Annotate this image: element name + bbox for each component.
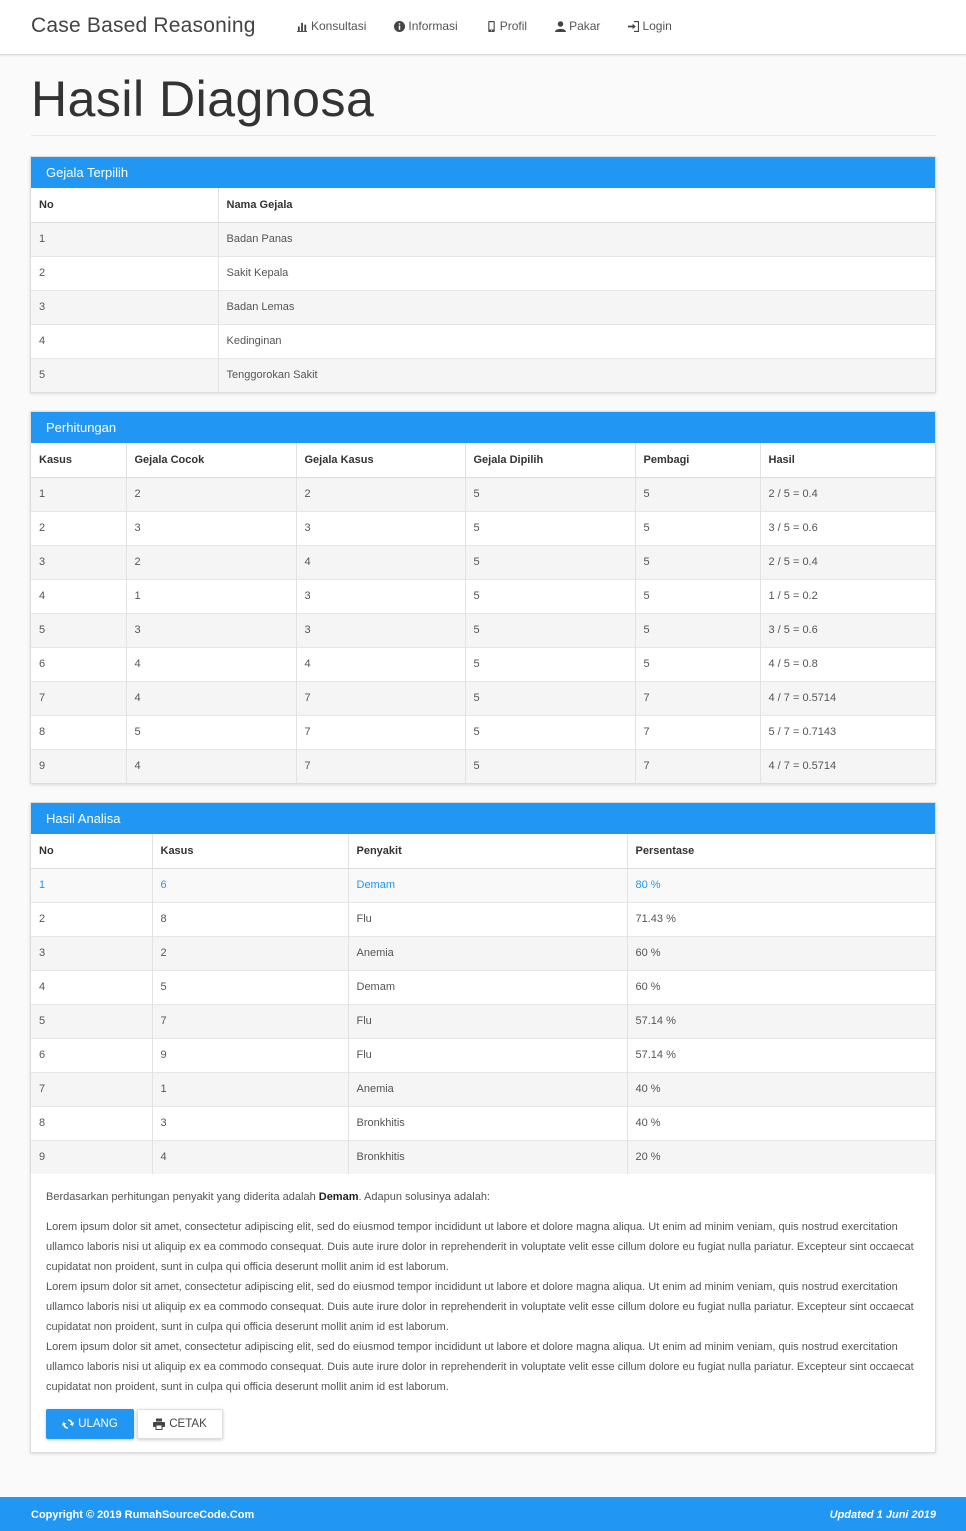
table-cell: Bronkhitis bbox=[348, 1106, 627, 1140]
table-cell: 5 bbox=[635, 545, 760, 579]
table-cell: 3 bbox=[296, 579, 465, 613]
table-row bbox=[31, 222, 935, 256]
selected-symptoms-panel bbox=[30, 156, 936, 393]
table-cell: 7 bbox=[296, 749, 465, 783]
table-cell: 6 bbox=[31, 647, 126, 681]
table-cell: 4 / 7 = 0.5714 bbox=[760, 681, 935, 715]
table-cell: 2 bbox=[126, 545, 296, 579]
table-cell: 2 bbox=[126, 477, 296, 511]
nav-label: Login bbox=[642, 19, 672, 33]
table-cell: 3 bbox=[126, 613, 296, 647]
nav-item-profil[interactable] bbox=[486, 19, 527, 33]
table-row bbox=[31, 511, 935, 545]
table-row bbox=[31, 970, 935, 1004]
table-row[interactable] bbox=[31, 868, 935, 902]
table-cell: 4 bbox=[126, 681, 296, 715]
table-cell: 2 / 5 = 0.4 bbox=[760, 545, 935, 579]
table-cell: 6 bbox=[152, 868, 348, 902]
table-row bbox=[31, 1106, 935, 1140]
brand[interactable]: Case Based Reasoning bbox=[31, 14, 256, 37]
table-row bbox=[31, 936, 935, 970]
footer bbox=[0, 1497, 966, 1531]
analysis-conclusion bbox=[31, 1174, 935, 1452]
table-cell: Kedinginan bbox=[218, 324, 935, 358]
table-cell: 60 % bbox=[627, 970, 935, 1004]
table-row bbox=[31, 358, 935, 392]
table-row bbox=[31, 579, 935, 613]
table-row bbox=[31, 715, 935, 749]
column-header: Penyakit bbox=[348, 834, 627, 868]
table-row bbox=[31, 477, 935, 511]
table-row bbox=[31, 256, 935, 290]
table-cell: 3 bbox=[31, 936, 152, 970]
table-cell: 5 bbox=[465, 545, 635, 579]
table-row bbox=[31, 902, 935, 936]
table-cell: 7 bbox=[296, 681, 465, 715]
table-cell: Anemia bbox=[348, 936, 627, 970]
table-cell: 20 % bbox=[627, 1140, 935, 1174]
table-cell: 2 bbox=[31, 511, 126, 545]
table-row bbox=[31, 647, 935, 681]
table-cell: Demam bbox=[348, 970, 627, 1004]
print-icon bbox=[153, 1418, 165, 1430]
table-cell: 5 bbox=[635, 579, 760, 613]
table-cell: 1 / 5 = 0.2 bbox=[760, 579, 935, 613]
table-cell: 5 bbox=[465, 613, 635, 647]
table-cell: 4 bbox=[296, 647, 465, 681]
table-cell: 60 % bbox=[627, 936, 935, 970]
table-cell: 3 bbox=[296, 511, 465, 545]
nav-item-pakar[interactable] bbox=[555, 19, 600, 33]
table-cell: 9 bbox=[31, 1140, 152, 1174]
column-header: Persentase bbox=[627, 834, 935, 868]
table-cell: 5 / 7 = 0.7143 bbox=[760, 715, 935, 749]
table-cell: 2 bbox=[31, 256, 218, 290]
table-cell: 3 bbox=[152, 1106, 348, 1140]
calculation-table bbox=[31, 443, 935, 783]
conclusion-prefix: Berdasarkan perhitungan penyakit yang diderita adalah bbox=[46, 1191, 319, 1203]
table-cell: Flu bbox=[348, 1038, 627, 1072]
column-header: Nama Gejala bbox=[218, 188, 935, 222]
navbar bbox=[0, 0, 966, 55]
table-cell: Badan Lemas bbox=[218, 290, 935, 324]
table-cell: 7 bbox=[152, 1004, 348, 1038]
table-header-row bbox=[31, 443, 935, 477]
table-cell: Sakit Kepala bbox=[218, 256, 935, 290]
table-cell: 9 bbox=[152, 1038, 348, 1072]
diagnosed-disease: Demam bbox=[318, 1191, 359, 1203]
ulang-label: ULANG bbox=[78, 1418, 118, 1430]
column-header: Hasil bbox=[760, 443, 935, 477]
table-cell: 4 bbox=[296, 545, 465, 579]
table-cell: 1 bbox=[31, 222, 218, 256]
table-cell: 7 bbox=[635, 749, 760, 783]
table-cell: 7 bbox=[31, 1072, 152, 1106]
table-cell: 5 bbox=[152, 970, 348, 1004]
table-cell: 3 bbox=[296, 613, 465, 647]
table-cell: 3 / 5 = 0.6 bbox=[760, 511, 935, 545]
table-cell: 8 bbox=[31, 715, 126, 749]
copyright-text: Copyright © 2019 RumahSourceCode.Com bbox=[31, 1509, 255, 1521]
table-cell: 4 bbox=[152, 1140, 348, 1174]
table-header-row bbox=[31, 188, 935, 222]
table-cell: 5 bbox=[635, 613, 760, 647]
table-cell: 7 bbox=[635, 715, 760, 749]
table-cell: 3 bbox=[31, 290, 218, 324]
table-row bbox=[31, 613, 935, 647]
table-cell: 5 bbox=[465, 511, 635, 545]
table-cell: 5 bbox=[465, 681, 635, 715]
solution-paragraph: Lorem ipsum dolor sit amet, consectetur adipiscing elit, sed do eiusmod tempor incididunt ut labore et dolore magna aliqua. Ut enim ad minim veniam, quis nostrud exercitation ullamco laboris nisi ut aliquip ex ea commodo consequat. Duis aute irure dolor in reprehenderit in voluptate velit esse cillum dolore eu fugiat nulla pariatur. Excepteur sint occaecat cupidatat non proident, sunt in culpa qui officia deserunt mollit anim id est laborum. bbox=[46, 1341, 914, 1393]
table-cell: 40 % bbox=[627, 1072, 935, 1106]
table-cell: 2 bbox=[152, 936, 348, 970]
user-icon bbox=[555, 21, 566, 32]
table-cell: 3 bbox=[126, 511, 296, 545]
title-divider bbox=[31, 135, 936, 136]
table-row bbox=[31, 1038, 935, 1072]
ulang-button[interactable] bbox=[46, 1409, 134, 1439]
table-header-row bbox=[31, 834, 935, 868]
table-cell: 5 bbox=[31, 1004, 152, 1038]
table-cell: 5 bbox=[31, 358, 218, 392]
table-cell: 1 bbox=[31, 477, 126, 511]
column-header: Gejala Cocok bbox=[126, 443, 296, 477]
table-cell: 9 bbox=[31, 749, 126, 783]
conclusion-suffix: . Adapun solusinya adalah: bbox=[358, 1191, 490, 1203]
solution-paragraph: Lorem ipsum dolor sit amet, consectetur adipiscing elit, sed do eiusmod tempor incididunt ut labore et dolore magna aliqua. Ut enim ad minim veniam, quis nostrud exercitation ullamco laboris nisi ut aliquip ex ea commodo consequat. Duis aute irure dolor in reprehenderit in voluptate velit esse cillum dolore eu fugiat nulla pariatur. Excepteur sint occaecat cupidatat non proident, sunt in culpa qui officia deserunt mollit anim id est laborum. bbox=[46, 1281, 914, 1333]
table-cell: Tenggorokan Sakit bbox=[218, 358, 935, 392]
login-icon bbox=[628, 21, 639, 32]
table-row bbox=[31, 1140, 935, 1174]
table-cell: Badan Panas bbox=[218, 222, 935, 256]
info-icon bbox=[394, 21, 405, 32]
bar-chart-icon bbox=[297, 21, 308, 32]
column-header: Gejala Kasus bbox=[296, 443, 465, 477]
nav-item-informasi[interactable] bbox=[394, 19, 457, 33]
table-cell: 7 bbox=[635, 681, 760, 715]
table-cell: 57.14 % bbox=[627, 1004, 935, 1038]
cetak-button[interactable] bbox=[137, 1409, 223, 1439]
mobile-icon bbox=[486, 21, 497, 32]
column-header: Kasus bbox=[152, 834, 348, 868]
table-cell: Demam bbox=[348, 868, 627, 902]
analysis-result-panel bbox=[30, 802, 936, 1453]
panel-heading: Perhitungan bbox=[31, 412, 935, 443]
table-cell: 5 bbox=[465, 647, 635, 681]
conclusion-text bbox=[46, 1187, 920, 1207]
table-cell: 71.43 % bbox=[627, 902, 935, 936]
table-cell: Bronkhitis bbox=[348, 1140, 627, 1174]
table-cell: 7 bbox=[31, 681, 126, 715]
column-header: Gejala Dipilih bbox=[465, 443, 635, 477]
table-cell: 3 / 5 = 0.6 bbox=[760, 613, 935, 647]
table-cell: 1 bbox=[152, 1072, 348, 1106]
table-cell: 5 bbox=[635, 647, 760, 681]
table-cell: 5 bbox=[465, 715, 635, 749]
table-cell: 5 bbox=[465, 579, 635, 613]
updated-date: Updated 1 Juni 2019 bbox=[829, 1509, 936, 1521]
nav-label: Pakar bbox=[569, 19, 601, 33]
table-cell: 4 / 5 = 0.8 bbox=[760, 647, 935, 681]
column-header: Kasus bbox=[31, 443, 126, 477]
table-cell: 4 bbox=[31, 970, 152, 1004]
table-row bbox=[31, 545, 935, 579]
panel-heading: Hasil Analisa bbox=[31, 803, 935, 834]
panel-heading: Gejala Terpilih bbox=[31, 157, 935, 188]
table-cell: 5 bbox=[465, 749, 635, 783]
table-cell: 5 bbox=[635, 477, 760, 511]
table-row bbox=[31, 1072, 935, 1106]
table-cell: 7 bbox=[296, 715, 465, 749]
selected-symptoms-table bbox=[31, 188, 935, 392]
table-row bbox=[31, 1004, 935, 1038]
table-cell: 8 bbox=[31, 1106, 152, 1140]
table-cell: 5 bbox=[31, 613, 126, 647]
solution-paragraph: Lorem ipsum dolor sit amet, consectetur adipiscing elit, sed do eiusmod tempor incididunt ut labore et dolore magna aliqua. Ut enim ad minim veniam, quis nostrud exercitation ullamco laboris nisi ut aliquip ex ea commodo consequat. Duis aute irure dolor in reprehenderit in voluptate velit esse cillum dolore eu fugiat nulla pariatur. Excepteur sint occaecat cupidatat non proident, sunt in culpa qui officia deserunt mollit anim id est laborum. bbox=[46, 1221, 914, 1273]
column-header: No bbox=[31, 834, 152, 868]
table-cell: 5 bbox=[635, 511, 760, 545]
column-header: No bbox=[31, 188, 218, 222]
analysis-result-table bbox=[31, 834, 935, 1174]
column-header: Pembagi bbox=[635, 443, 760, 477]
nav-label: Informasi bbox=[408, 19, 458, 33]
table-cell: 4 bbox=[126, 647, 296, 681]
nav-label: Profil bbox=[499, 19, 528, 33]
cetak-label: CETAK bbox=[169, 1418, 207, 1430]
table-row bbox=[31, 324, 935, 358]
table-cell: 8 bbox=[152, 902, 348, 936]
nav-item-login[interactable] bbox=[628, 19, 671, 33]
table-cell: 1 bbox=[126, 579, 296, 613]
table-cell: 4 bbox=[31, 579, 126, 613]
table-cell: Anemia bbox=[348, 1072, 627, 1106]
table-cell: 1 bbox=[31, 868, 152, 902]
table-cell: 4 bbox=[126, 749, 296, 783]
table-cell: 2 / 5 = 0.4 bbox=[760, 477, 935, 511]
table-cell: 5 bbox=[465, 477, 635, 511]
table-cell: 4 / 7 = 0.5714 bbox=[760, 749, 935, 783]
table-cell: Flu bbox=[348, 902, 627, 936]
table-row bbox=[31, 681, 935, 715]
action-buttons bbox=[46, 1409, 920, 1439]
table-row bbox=[31, 749, 935, 783]
table-cell: 3 bbox=[31, 545, 126, 579]
calculation-panel bbox=[30, 411, 936, 784]
refresh-icon bbox=[62, 1418, 74, 1430]
nav-item-konsultasi[interactable] bbox=[297, 19, 366, 33]
table-cell: 4 bbox=[31, 324, 218, 358]
table-cell: 57.14 % bbox=[627, 1038, 935, 1072]
table-cell: 80 % bbox=[627, 868, 935, 902]
table-cell: Flu bbox=[348, 1004, 627, 1038]
nav-label: Konsultasi bbox=[311, 19, 367, 33]
table-cell: 2 bbox=[31, 902, 152, 936]
table-row bbox=[31, 290, 935, 324]
table-cell: 6 bbox=[31, 1038, 152, 1072]
page-title: Hasil Diagnosa bbox=[31, 71, 375, 127]
table-cell: 5 bbox=[126, 715, 296, 749]
nav-menu bbox=[297, 19, 700, 33]
table-cell: 2 bbox=[296, 477, 465, 511]
table-cell: 40 % bbox=[627, 1106, 935, 1140]
